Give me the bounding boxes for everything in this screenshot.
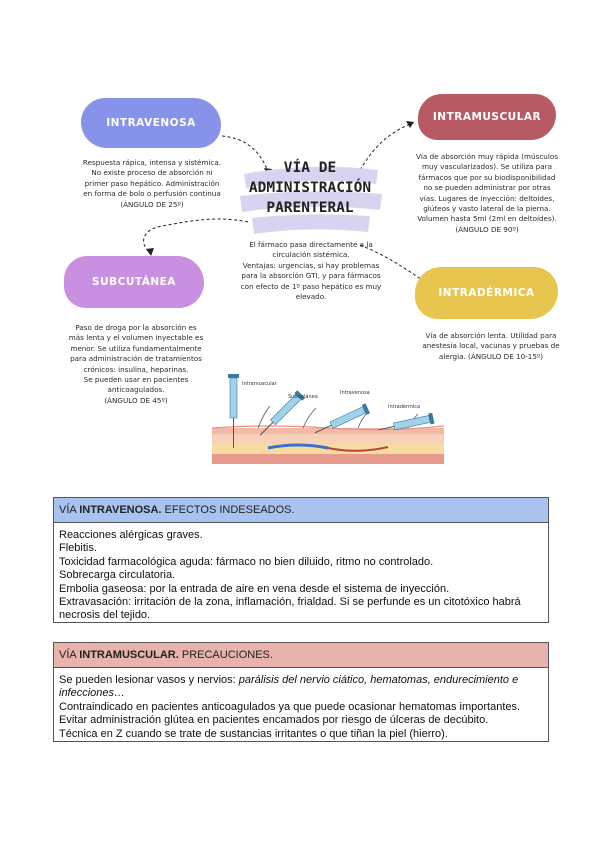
intravenosa-effects-box — [53, 497, 549, 623]
precaution-italic: parálisis del nervio ciático, hematomas, endurecimiento e — [238, 674, 519, 686]
intramuscular-desc-line: muy vascularizados). Se utiliza para — [421, 162, 553, 172]
intravenosa-desc-line: primer paso hepático. Administración — [84, 178, 220, 188]
intramuscular-description — [412, 152, 562, 235]
precaution-plain: Se pueden lesionar vasos y nervios: — [59, 674, 239, 686]
intravenosa-description — [76, 158, 228, 210]
center-desc-line: Ventajas: urgencias, si hay problemas — [242, 260, 380, 270]
intradermica-bubble — [415, 267, 558, 319]
effect-line: Toxicidad farmacológica aguda: fármaco no bien diluido, ritmo no controlado. — [59, 555, 434, 568]
header-bold: INTRAMUSCULAR. — [79, 649, 179, 661]
subcutanea-desc-line: crónicos: insulina, heparinas. — [83, 364, 189, 374]
subcutanea-description — [62, 323, 210, 406]
illustration-label-intramuscular: Intramuscular — [242, 381, 277, 387]
precaution-line — [59, 674, 543, 687]
effect-line: Reacciones alérgicas graves. — [59, 529, 203, 541]
effect-line: Flebitis. — [59, 542, 97, 555]
header-rest: PRECAUCIONES. — [178, 649, 273, 661]
subcutanea-bubble — [64, 256, 204, 308]
intradermica-desc-line: alergia. (ÁNGULO DE 10-15º) — [438, 351, 544, 361]
illustration-label-subcutanea: Subcutánea — [288, 394, 318, 400]
effect-line: Extravasación: irritación de la zona, inflamación, frialdad. Si se perfunde es un citotóxico habrá — [59, 596, 521, 609]
illustration-label-intravenosa: Intravenosa — [340, 390, 370, 396]
intradermica-desc-line: anestesia local, vacunas y pruebas de — [422, 341, 560, 351]
intramuscular-precautions-list — [54, 668, 548, 741]
precaution-line — [59, 687, 543, 700]
intramuscular-desc-line: vías. Lugares de inyección: deltoides, — [419, 193, 555, 203]
intradermica-label: INTRADÉRMICA — [438, 287, 535, 299]
title-line-3: PARENTERAL — [266, 200, 354, 216]
effect-line: Sobrecarga circulatoria. — [59, 569, 176, 582]
illustration-label-intradermica: Intradérmica — [388, 404, 421, 410]
intradermica-description — [418, 331, 564, 362]
subcutanea-desc-line: Se pueden usar en pacientes — [83, 375, 189, 385]
precaution-line: Evitar administración glútea en pacientes encamados por riesgo de úlceras de decúbito. — [59, 714, 489, 727]
title-line-1: VÍA DE — [283, 160, 337, 176]
effect-line: Embolia gaseosa: por la entrada de aire en vena desde el sistema de inyección. — [59, 582, 450, 595]
subcutanea-desc-line: para administración de tratamientos — [70, 354, 202, 364]
intramuscular-desc-line: (ÁNGULO DE 90º) — [455, 224, 519, 234]
subcutanea-desc-line: (ÁNGULO DE 45º) — [104, 395, 168, 405]
intramuscular-bubble — [418, 94, 556, 140]
intravenosa-effects-header — [54, 498, 548, 523]
intradermica-desc-line: Vía de absorción lenta. Utilidad para — [425, 331, 557, 340]
intravenosa-effects-list — [54, 523, 548, 623]
center-desc-line: con efecto de 1º paso hepático es muy — [240, 281, 382, 291]
precaution-line: Contraindicado en pacientes anticoagulados ya que puede ocasionar hematomas importantes. — [59, 700, 521, 713]
center-description — [236, 240, 386, 302]
precaution-line: Técnica en Z cuando se trate de sustancias irritantes o que tiñan la piel (hierro). — [59, 727, 448, 740]
intravenosa-label: INTRAVENOSA — [106, 117, 196, 129]
intravenosa-desc-line: Respuesta rápica, intensa y sistémica. — [82, 158, 222, 167]
intravenosa-bubble — [81, 98, 221, 148]
intramuscular-desc-line: no se pueden administrar por otras — [423, 183, 551, 193]
subcutanea-desc-line: menor. Se utiliza fundamentalmente — [70, 343, 202, 353]
center-desc-line: elevado. — [295, 292, 327, 302]
intramuscular-desc-line: fármacos que por su biodisponibilidad — [418, 172, 556, 182]
subcutanea-desc-line: anticoagulados. — [107, 385, 165, 395]
center-desc-line: El fármaco pasa directamente a la — [249, 240, 373, 249]
header-rest: EFECTOS INDESEADOS. — [161, 504, 295, 516]
intramuscular-desc-line: Vía de absorción muy rápida (músculos — [416, 152, 558, 161]
intramuscular-desc-line: Volumen hasta 5ml (2ml en deltoides). — [417, 214, 557, 224]
header-bold: INTRAVENOSA. — [79, 504, 162, 516]
center-desc-line: para la absorción GTI, y para fármacos — [241, 271, 381, 281]
precaution-italic: infecciones… — [59, 687, 126, 700]
header-prefix: VÍA — [59, 649, 80, 661]
subcutanea-label: SUBCUTÁNEA — [92, 276, 176, 288]
effect-line: necrosis del tejido. — [59, 609, 151, 622]
injection-illustration — [208, 368, 448, 468]
header-prefix: VÍA — [59, 504, 80, 516]
intramuscular-precautions-box — [53, 642, 549, 742]
center-desc-line: circulación sistémica. — [272, 250, 350, 260]
intramuscular-label: INTRAMUSCULAR — [432, 111, 542, 123]
intravenosa-desc-line: No existe proceso de absorción ni — [91, 168, 213, 178]
title-line-2: ADMINISTRACIÓN — [248, 180, 372, 196]
subcutanea-desc-line: más lenta y el volumen inyectable es — [68, 333, 204, 343]
intravenosa-desc-line: en forma de bolo o perfusión continua — [83, 189, 221, 199]
intramuscular-precautions-header — [54, 643, 548, 668]
map-title — [244, 158, 376, 240]
intramuscular-desc-line: glúteos y vasto lateral de la pierna. — [423, 204, 551, 214]
connector-subcutanea — [144, 219, 248, 252]
intravenosa-desc-line: (ÁNGULO DE 25º) — [120, 199, 184, 209]
subcutanea-desc-line: Paso de droga por la absorción es — [75, 323, 197, 332]
